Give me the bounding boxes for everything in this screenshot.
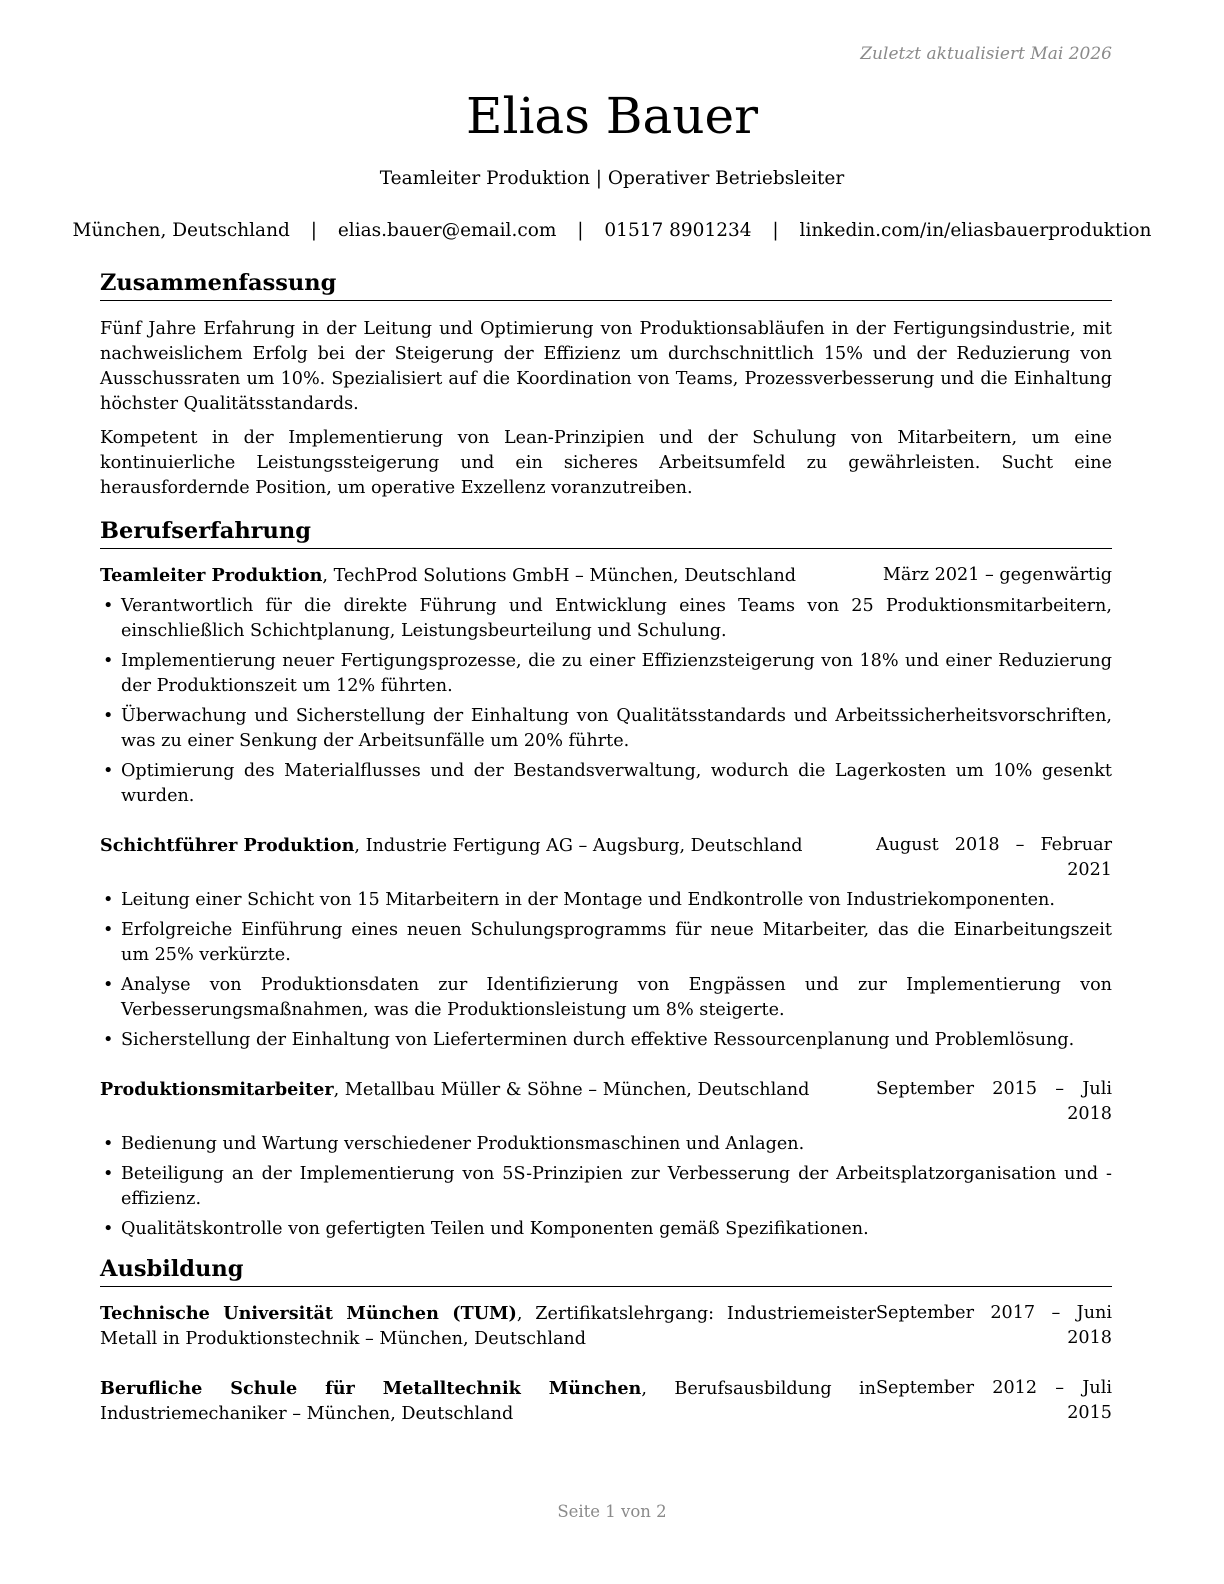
job-bullet: • Erfolgreiche Einführung eines neuen Schulungsprogramms für neue Mitarbeiter, das die Einarbeitungszeit um 25% verkürzte. (100, 918, 1112, 968)
separator: | (772, 220, 779, 241)
education-dates: September 2012 – Juli 2015 (876, 1378, 1112, 1423)
job-bullet: • Bedienung und Wartung verschiedener Produktionsmaschinen und Anlagen. (100, 1132, 1112, 1157)
summary-paragraph: Fünf Jahre Erfahrung in der Leitung und Optimierung von Produktionsabläufen in der Fertigungsindustrie, mit nachweislichem Erfolg bei der Steigerung der Effizienz um durchschnittlich 15% und der Reduzierung von Ausschussraten um 10%. Spezialisiert auf die Koordination von Teams, Prozessverbesserung und die Einhaltung höchster Qualitätsstandards. (100, 319, 1112, 414)
separator: | (577, 220, 584, 241)
job-entry (100, 833, 1112, 1053)
phone: 01517 8901234 (604, 220, 752, 241)
job-bullet: • Implementierung neuer Fertigungsprozesse, die zu einer Effizienzsteigerung von 18% und einer Reduzierung der Produktionszeit um 12% führten. (100, 649, 1112, 699)
page-number: Seite 1 von 2 (557, 1502, 667, 1521)
job-company: , TechProd Solutions GmbH – München, Deutschland (322, 566, 797, 586)
job-bullet: • Überwachung und Sicherstellung der Einhaltung von Qualitätsstandards und Arbeitssicherheitsvorschriften, was zu einer Senkung der Arbeitsunfälle um 20% führte. (100, 704, 1112, 754)
education-detail: , Berufsausbildung in Industriemechaniker – München, Deutschland (100, 1379, 876, 1424)
email-link[interactable]: elias.bauer@email.com (337, 220, 557, 241)
education-dates: September 2017 – Juni 2018 (876, 1303, 1112, 1348)
job-company: , Industrie Fertigung AG – Augsburg, Deutschland (354, 836, 803, 856)
job-title: Schichtführer Produktion (100, 835, 355, 856)
tagline: Teamleiter Produktion | Operativer Betriebsleiter (379, 168, 845, 189)
job-title: Produktionsmitarbeiter (100, 1079, 334, 1100)
section-heading: Ausbildung (100, 1255, 1112, 1287)
summary-section (100, 269, 1112, 501)
summary-paragraph: Kompetent in der Implementierung von Lean-Prinzipien und der Schulung von Mitarbeitern, um eine kontinuierliche Leistungssteigerung und ein sicheres Arbeitsumfeld zu gewährleisten. Sucht eine herausfordernde Position, um operative Exzellenz voranzutreiben. (100, 428, 1112, 498)
job-bullet: • Beteiligung an der Implementierung von 5S-Prinzipien zur Verbesserung der Arbeitsplatzorganisation und -effizienz. (100, 1162, 1112, 1212)
job-bullet: • Leitung einer Schicht von 15 Mitarbeitern in der Montage und Endkontrolle von Industriekomponenten. (100, 888, 1112, 913)
job-dates: März 2021 – gegenwärtig (882, 565, 1112, 585)
education-entry (100, 1301, 1112, 1352)
school-name: Berufliche Schule für Metalltechnik München (100, 1378, 642, 1399)
job-entry (100, 563, 1112, 809)
job-bullet: • Sicherstellung der Einhaltung von Lieferterminen durch effektive Ressourcenplanung und Problemlösung. (100, 1028, 1112, 1053)
section-heading: Berufserfahrung (100, 517, 1112, 549)
linkedin-link[interactable]: linkedin.com/in/eliasbauerproduktion (799, 220, 1152, 241)
job-bullet: • Qualitätskontrolle von gefertigten Teilen und Komponenten gemäß Spezifikationen. (100, 1217, 1112, 1242)
job-dates: September 2015 – Juli 2018 (876, 1079, 1112, 1124)
education-section (100, 1255, 1112, 1427)
contact-line (0, 218, 1224, 244)
separator: | (310, 220, 317, 241)
resume-content (100, 269, 1112, 1451)
job-dates: August 2018 – Februar 2021 (876, 835, 1112, 880)
education-detail: , Zertifikatslehrgang: Industriemeister Metall in Produktionstechnik – München, Deutschland (100, 1304, 877, 1349)
education-entry (100, 1376, 1112, 1427)
job-title: Teamleiter Produktion (100, 565, 323, 586)
school-name: Technische Universität München (TUM) (100, 1303, 517, 1324)
experience-section (100, 517, 1112, 1242)
candidate-name: Elias Bauer (465, 87, 759, 145)
job-bullet: • Optimierung des Materialflusses und der Bestandsverwaltung, wodurch die Lagerkosten um 10% gesenkt wurden. (100, 759, 1112, 809)
job-bullet: • Analyse von Produktionsdaten zur Identifizierung von Engpässen und zur Implementierung von Verbesserungsmaßnahmen, was die Produktionsleistung um 8% steigerte. (100, 973, 1112, 1023)
location: München, Deutschland (72, 220, 290, 241)
job-company: , Metallbau Müller & Söhne – München, Deutschland (333, 1080, 810, 1100)
last-updated: Zuletzt aktualisiert Mai 2026 (860, 44, 1112, 64)
job-bullet: • Verantwortlich für die direkte Führung und Entwicklung eines Teams von 25 Produktionsmitarbeitern, einschließlich Schichtplanung, Leistungsbeurteilung und Schulung. (100, 594, 1112, 644)
section-heading: Zusammenfassung (100, 269, 1112, 301)
job-entry (100, 1077, 1112, 1242)
